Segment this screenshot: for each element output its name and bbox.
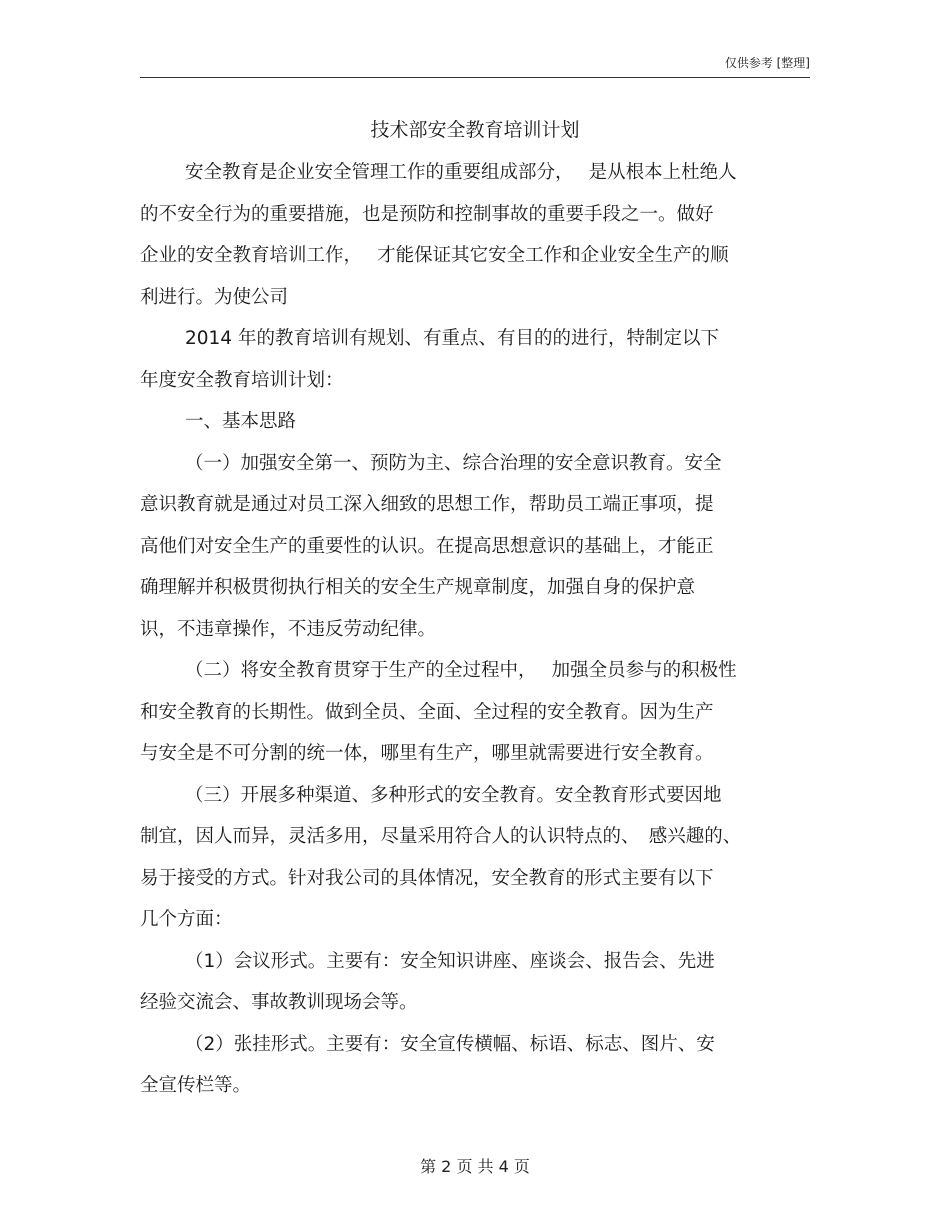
text-line: （一）加强安全第一、预防为主、综合治理的安全意识教育。安全 [185,452,722,474]
text-line: 全宣传栏等。 [140,1075,252,1096]
text-line: （三）开展多种渠道、多种形式的安全教育。安全教育形式要因地 [185,784,722,806]
text-line: 意识教育就是通过对员工深入细致的思想工作，帮助员工端正事项，提 [140,494,714,515]
section-heading: 一、基本思路 [185,411,297,432]
text-line: 安全教育是企业安全管理工作的重要组成部分， 是从根本上杜绝人 [185,162,737,183]
text-line: 与安全是不可分割的统一体，哪里有生产，哪里就需要进行安全教育。 [140,743,714,764]
text-line: （二）将安全教育贯穿于生产的全过程中， 加强全员参与的积极性 [185,660,737,681]
text-line: 识，不违章操作，不违反劳动纪律。 [140,618,437,640]
text-line: （2）张挂形式。主要有：安全宣传横幅、标语、标志、图片、安 [185,1033,715,1055]
document-title: 技术部安全教育培训计划 [370,119,580,141]
document-body [140,160,810,1115]
text-line: 制宜，因人而异，灵活多用，尽量采用符合人的认识特点的、 感兴趣的、 [140,826,742,847]
text-line: 经验交流会、事故教训现场会等。 [140,992,418,1013]
text-line: 利进行。为使公司 [140,286,289,308]
text-line: 年度安全教育培训计划： [140,369,344,391]
text-line: 和安全教育的长期性。做到全员、全面、全过程的安全教育。因为生产 [140,701,714,723]
text-line: 2014 年的教育培训有规划、有重点、有目的的进行，特制定以下 [185,328,719,349]
header-divider [140,77,810,78]
text-line: 高他们对安全生产的重要性的认识。在提高思想意识的基础上，才能正 [140,535,714,557]
text-line: 易于接受的方式。针对我公司的具体情况，安全教育的形式主要有以下 [140,867,714,889]
text-line: （1）会议形式。主要有：安全知识讲座、座谈会、报告会、先进 [185,950,715,972]
page-header: 仅供参考 [整理] [724,56,810,70]
text-line: 确理解并积极贯彻执行相关的安全生产规章制度，加强自身的保护意 [140,577,696,598]
text-line: 几个方面： [140,909,233,930]
text-line: 的不安全行为的重要措施，也是预防和控制事故的重要手段之一。做好 [140,203,714,225]
page-footer: 第 2 页 共 4 页 [420,1157,530,1176]
text-line: 企业的安全教育培训工作， 才能保证其它安全工作和企业安全生产的顺 [140,245,729,266]
